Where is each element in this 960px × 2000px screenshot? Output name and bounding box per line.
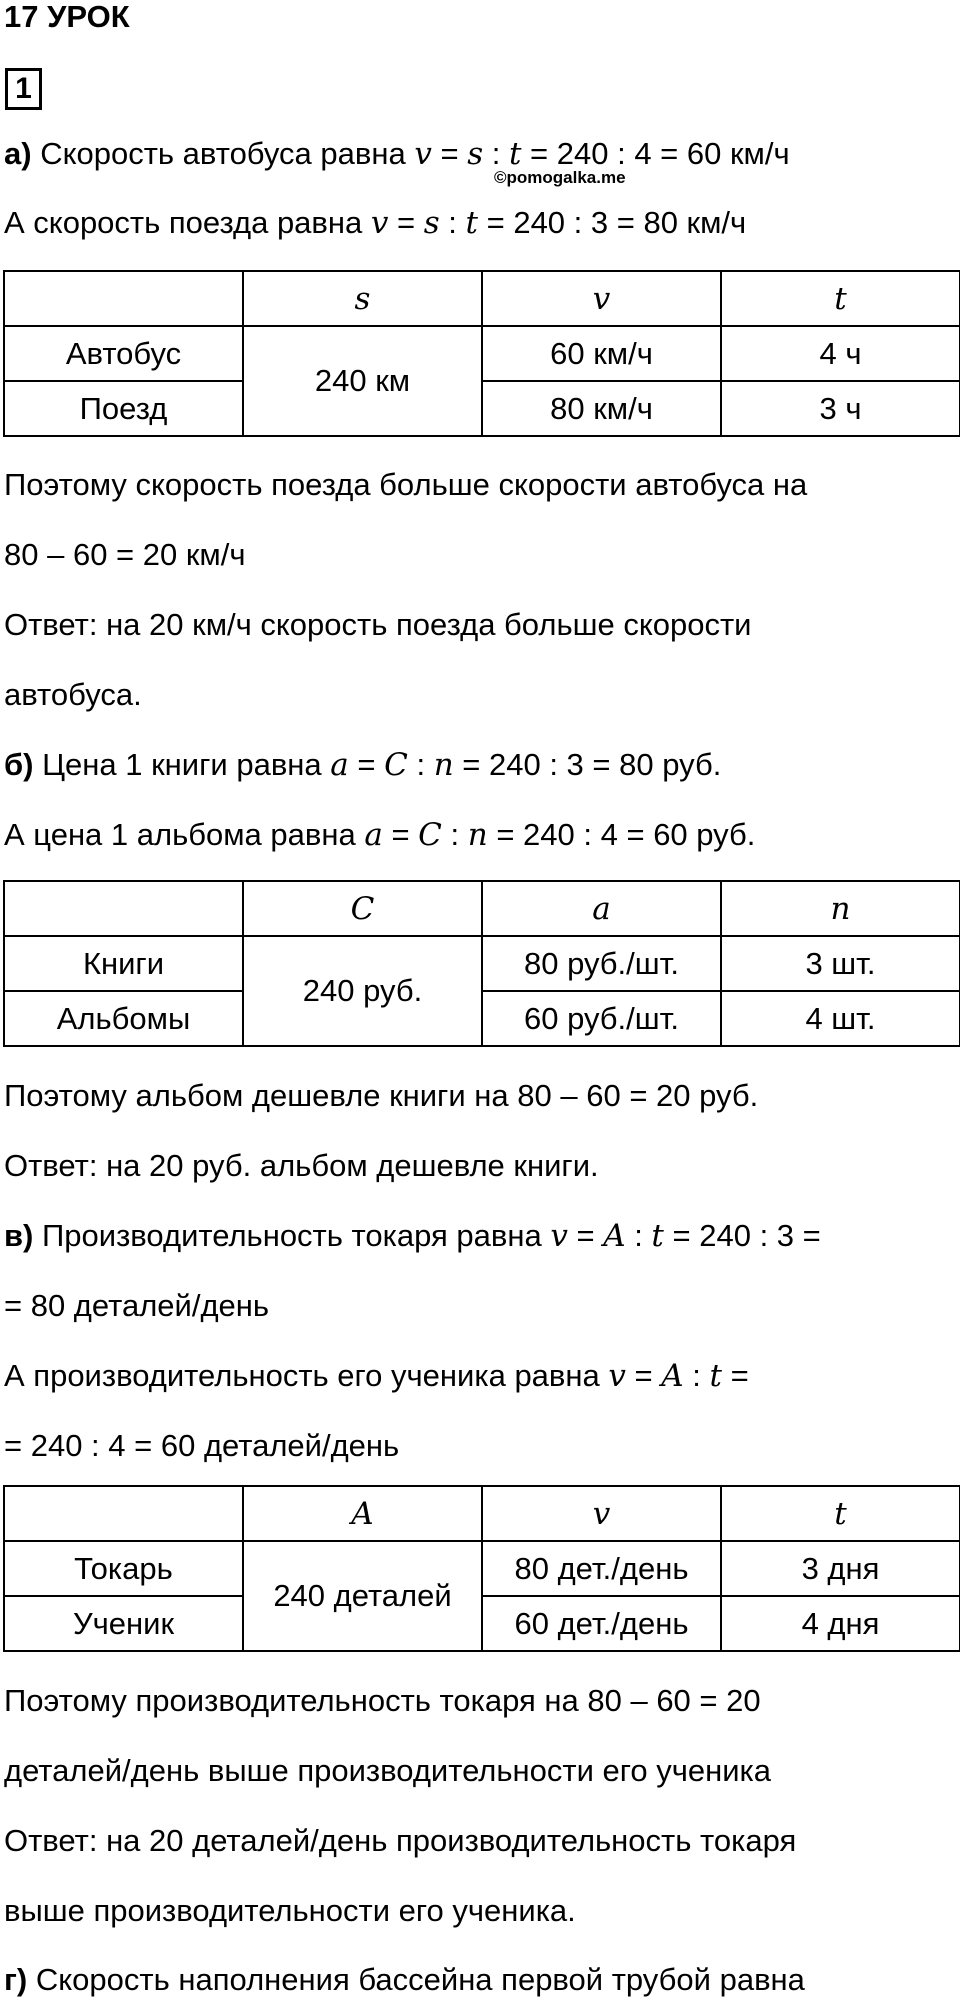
table-b bbox=[3, 880, 960, 1047]
part-a-answer-2: автобуса. bbox=[4, 677, 142, 712]
part-b-line2: А цена 1 альбома равна a = C : n = 240 : 4 = 60 руб. bbox=[4, 817, 756, 853]
watermark: ©pomogalka.me bbox=[494, 168, 626, 187]
table-header-empty bbox=[4, 271, 243, 326]
table-cell: 3 дня bbox=[721, 1541, 960, 1596]
part-a-conclusion-1: Поэтому скорость поезда больше скорости автобуса на bbox=[4, 467, 808, 502]
part-g-line1: г) Скорость наполнения бассейна первой трубой равна bbox=[4, 1962, 805, 1997]
table-row bbox=[4, 1486, 960, 1541]
table-header: A bbox=[243, 1486, 482, 1541]
table-cell: 3 шт. bbox=[721, 936, 960, 991]
table-cell-shared: 240 км bbox=[243, 326, 482, 436]
part-v-label: в) bbox=[4, 1218, 34, 1253]
table-header: s bbox=[243, 271, 482, 326]
table-cell: 80 дет./день bbox=[482, 1541, 721, 1596]
part-v-line1: в) Производительность токаря равна v = A : t = 240 : 3 = bbox=[4, 1218, 821, 1254]
table-header: v bbox=[482, 1486, 721, 1541]
part-a-answer-1: Ответ: на 20 км/ч скорость поезда больше скорости bbox=[4, 607, 752, 642]
table-header-empty bbox=[4, 881, 243, 936]
part-b-label: б) bbox=[4, 747, 34, 782]
part-v-conclusion-2: деталей/день выше производительности его ученика bbox=[4, 1753, 772, 1788]
part-b-answer: Ответ: на 20 руб. альбом дешевле книги. bbox=[4, 1148, 599, 1183]
part-v-answer-2: выше производительности его ученика. bbox=[4, 1893, 576, 1928]
table-row bbox=[4, 936, 960, 991]
table-cell: 4 ч bbox=[721, 326, 960, 381]
part-v-answer-1: Ответ: на 20 деталей/день производительность токаря bbox=[4, 1823, 797, 1858]
table-a bbox=[3, 270, 960, 437]
table-cell: Автобус bbox=[4, 326, 243, 381]
table-cell: 3 ч bbox=[721, 381, 960, 436]
part-g-label: г) bbox=[4, 1962, 28, 1997]
table-cell: Альбомы bbox=[4, 991, 243, 1046]
table-row bbox=[4, 1596, 960, 1651]
part-a-conclusion-2: 80 – 60 = 20 км/ч bbox=[4, 537, 246, 572]
table-cell: 4 шт. bbox=[721, 991, 960, 1046]
table-cell: 60 дет./день bbox=[482, 1596, 721, 1651]
table-header-empty bbox=[4, 1486, 243, 1541]
table-header: n bbox=[721, 881, 960, 936]
table-cell: Токарь bbox=[4, 1541, 243, 1596]
task-number-box: 1 bbox=[5, 68, 42, 110]
part-a-line1: а) Скорость автобуса равна v = s : t = 240 : 4 = 60 км/ч bbox=[4, 136, 790, 172]
table-cell: Ученик bbox=[4, 1596, 243, 1651]
table-cell: 60 руб./шт. bbox=[482, 991, 721, 1046]
table-cell: Поезд bbox=[4, 381, 243, 436]
table-cell-shared: 240 деталей bbox=[243, 1541, 482, 1651]
lesson-title: 17 УРОК bbox=[4, 0, 130, 34]
table-cell: 4 дня bbox=[721, 1596, 960, 1651]
part-b-conclusion: Поэтому альбом дешевле книги на 80 – 60 = 20 руб. bbox=[4, 1078, 759, 1113]
part-a-line2: А скорость поезда равна v = s : t = 240 : 3 = 80 км/ч bbox=[4, 205, 747, 241]
part-v-line3: А производительность его ученика равна v = A : t = bbox=[4, 1358, 749, 1394]
table-cell: 80 км/ч bbox=[482, 381, 721, 436]
table-cell: 80 руб./шт. bbox=[482, 936, 721, 991]
table-header: a bbox=[482, 881, 721, 936]
table-header: t bbox=[721, 271, 960, 326]
part-v-conclusion-1: Поэтому производительность токаря на 80 – 60 = 20 bbox=[4, 1683, 761, 1718]
table-v bbox=[3, 1485, 960, 1652]
part-a-label: а) bbox=[4, 136, 32, 171]
table-cell: Книги bbox=[4, 936, 243, 991]
table-row bbox=[4, 381, 960, 436]
table-row bbox=[4, 271, 960, 326]
table-header: t bbox=[721, 1486, 960, 1541]
table-row bbox=[4, 991, 960, 1046]
table-row bbox=[4, 1541, 960, 1596]
table-cell-shared: 240 руб. bbox=[243, 936, 482, 1046]
table-header: C bbox=[243, 881, 482, 936]
table-row bbox=[4, 326, 960, 381]
part-v-line4: = 240 : 4 = 60 деталей/день bbox=[4, 1428, 400, 1463]
part-v-line2: = 80 деталей/день bbox=[4, 1288, 270, 1323]
table-row bbox=[4, 881, 960, 936]
table-cell: 60 км/ч bbox=[482, 326, 721, 381]
part-b-line1: б) Цена 1 книги равна a = C : n = 240 : 3 = 80 руб. bbox=[4, 747, 722, 783]
table-header: v bbox=[482, 271, 721, 326]
